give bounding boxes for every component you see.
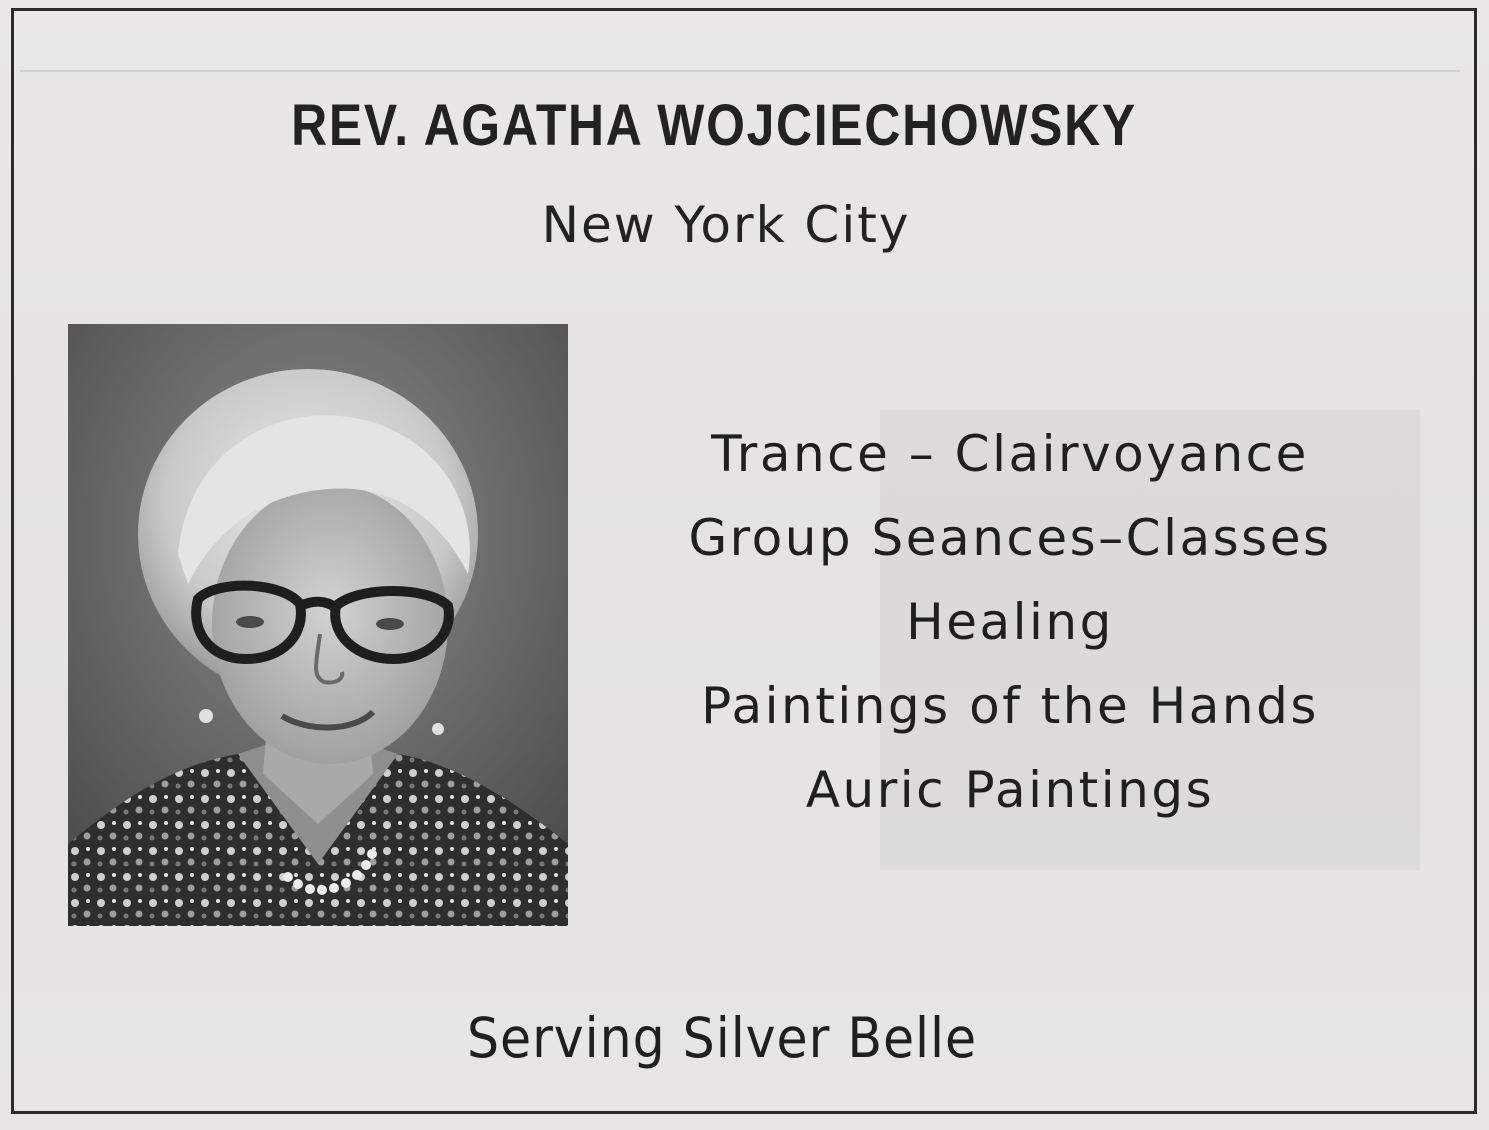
service-group-seances-classes: Group Seances–Classes [688,509,1332,567]
minister-name: REV. AGATHA WOJCIECHOWSKY [291,93,1137,158]
portrait-photo [68,324,568,926]
location: New York City [541,196,911,254]
portrait-image [68,324,568,926]
footer-serving: Serving Silver Belle [466,1006,978,1070]
service-paintings-of-hands: Paintings of the Hands [701,677,1319,735]
service-healing: Healing [906,593,1114,651]
service-trance-clairvoyance: Trance – Clairvoyance [711,425,1309,483]
service-auric-paintings: Auric Paintings [805,761,1215,819]
services-list [640,412,1380,832]
